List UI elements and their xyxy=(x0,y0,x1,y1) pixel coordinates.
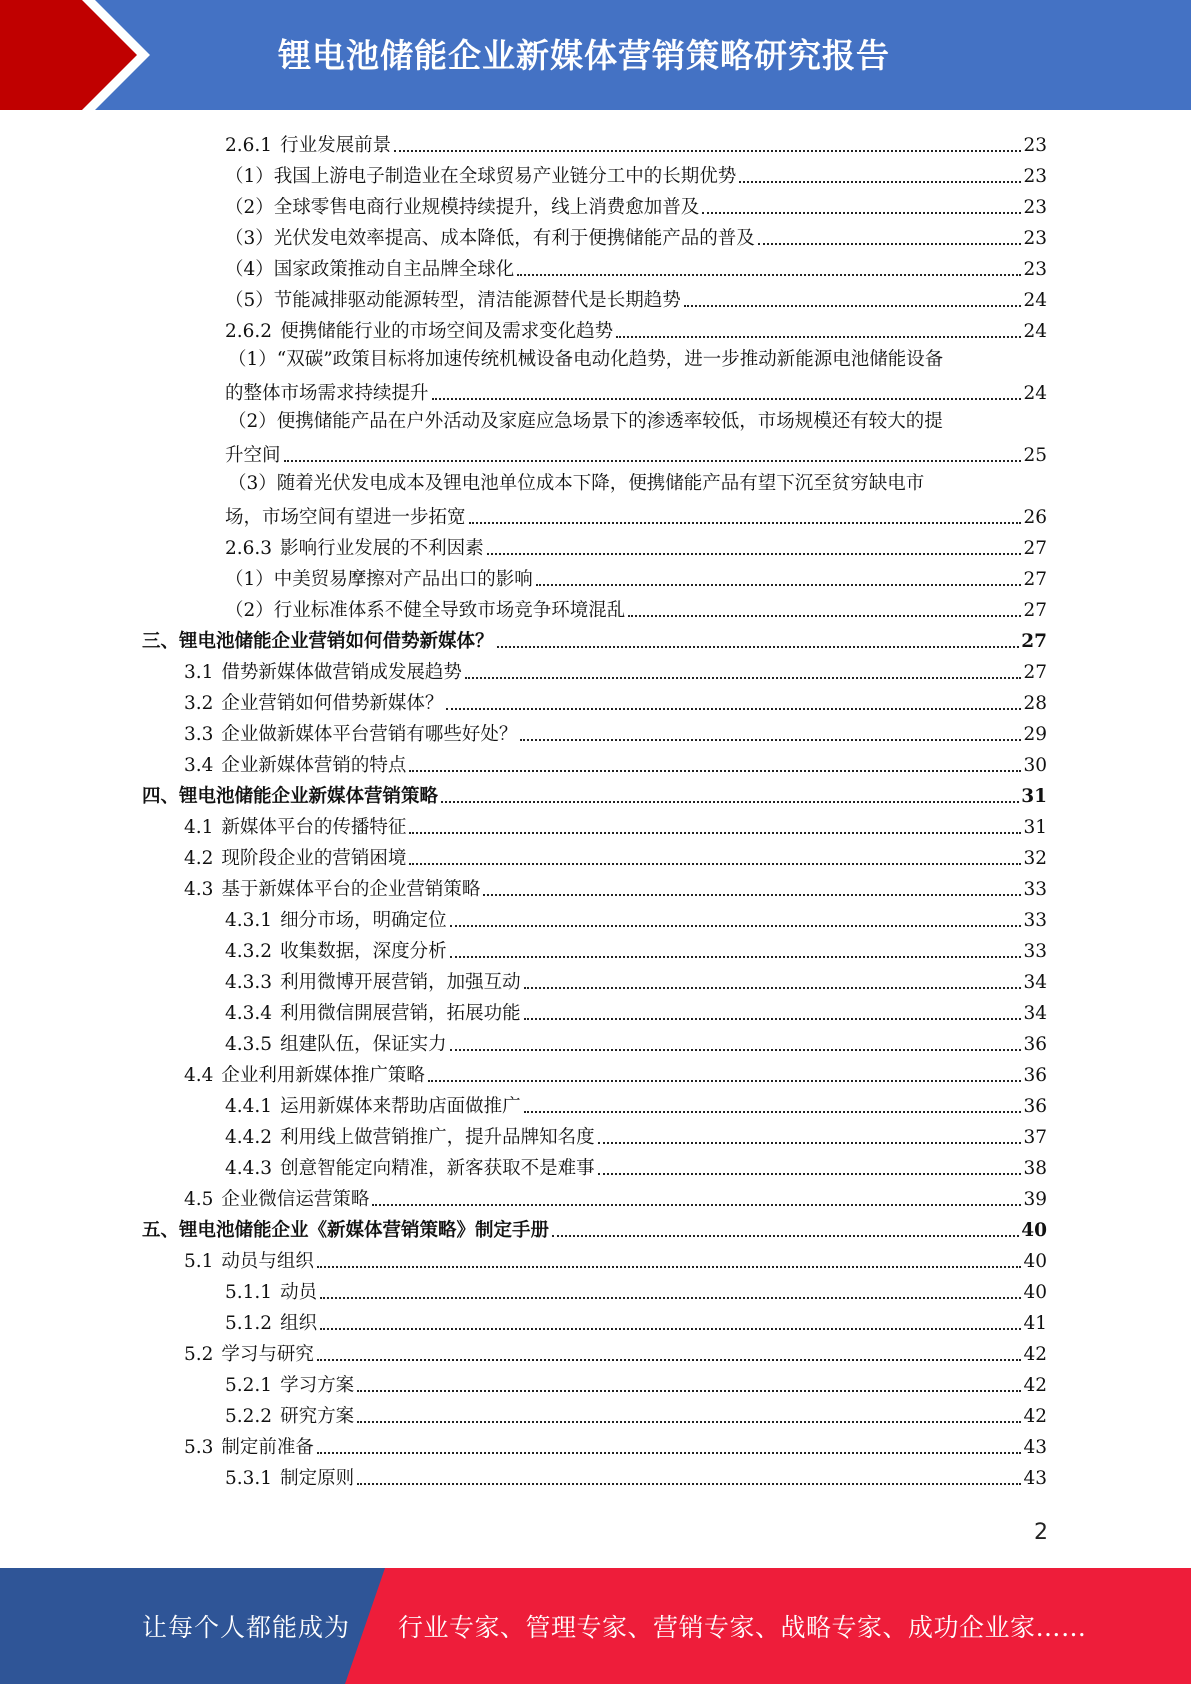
dot-leader xyxy=(524,987,1022,989)
toc-chapter-entry[interactable]: 三、锂电池储能企业营销如何借势新媒体？ 27 xyxy=(142,631,1047,652)
toc-page-number: 36 xyxy=(1023,1034,1047,1055)
toc-page-number: 40 xyxy=(1021,1220,1047,1241)
dot-leader xyxy=(536,584,1022,586)
toc-page-number: 29 xyxy=(1023,724,1047,745)
dot-leader xyxy=(394,150,1021,152)
header-arrow-decoration xyxy=(0,0,170,110)
dot-leader xyxy=(469,522,1022,524)
toc-entry[interactable]: 4.2 现阶段企业的营销困境 32 xyxy=(184,848,1047,869)
toc-page-number: 27 xyxy=(1023,538,1047,559)
toc-page-number: 38 xyxy=(1023,1158,1047,1179)
toc-entry[interactable]: 5.1 动员与组织 40 xyxy=(184,1251,1047,1272)
toc-entry-first-line[interactable]: （3）随着光伏发电成本及锂电池单位成本下降，便携储能产品有望下沉至贫穷缺电市 xyxy=(228,473,925,494)
toc-entry[interactable]: 4.4.1 运用新媒体来帮助店面做推广 36 xyxy=(225,1096,1047,1117)
dot-leader xyxy=(758,243,1022,245)
toc-entry[interactable]: 4.3.5 组建队伍，保证实力 36 xyxy=(225,1034,1047,1055)
toc-page-number: 39 xyxy=(1023,1189,1047,1210)
toc-page-number: 27 xyxy=(1023,600,1047,621)
toc-page-number: 24 xyxy=(1023,321,1047,342)
toc-entry[interactable]: 5.3.1 制定原则 43 xyxy=(225,1468,1047,1489)
toc-entry[interactable]: （1）中美贸易摩擦对产品出口的影响 27 xyxy=(225,569,1047,590)
toc-page-number: 33 xyxy=(1023,941,1047,962)
dot-leader xyxy=(598,1142,1022,1144)
dot-leader xyxy=(524,1111,1022,1113)
dot-leader xyxy=(284,460,1022,462)
dot-leader xyxy=(432,398,1022,400)
dot-leader xyxy=(465,677,1022,679)
toc-page-number: 30 xyxy=(1023,755,1047,776)
dot-leader xyxy=(450,925,1022,927)
toc-entry[interactable]: 3.4 企业新媒体营销的特点 30 xyxy=(184,755,1047,776)
toc-entry[interactable]: 5.2.1 学习方案 42 xyxy=(225,1375,1047,1396)
toc-entry[interactable]: 3.1 借势新媒体做营销成发展趋势 27 xyxy=(184,662,1047,683)
toc-entry[interactable]: 的整体市场需求持续提升 24 xyxy=(225,383,1047,404)
toc-entry[interactable]: 4.3.3 利用微博开展营销，加强互动 34 xyxy=(225,972,1047,993)
toc-page-number: 36 xyxy=(1023,1096,1047,1117)
dot-leader xyxy=(616,336,1021,338)
toc-entry[interactable]: 5.3 制定前准备 43 xyxy=(184,1437,1047,1458)
toc-entry[interactable]: 4.5 企业微信运营策略 39 xyxy=(184,1189,1047,1210)
dot-leader xyxy=(446,708,1021,710)
toc-page-number: 32 xyxy=(1023,848,1047,869)
dot-leader xyxy=(317,1452,1022,1454)
toc-page-number: 23 xyxy=(1023,228,1047,249)
toc-entry[interactable]: 4.4 企业利用新媒体推广策略 36 xyxy=(184,1065,1047,1086)
toc-page-number: 27 xyxy=(1023,569,1047,590)
toc-page-number: 42 xyxy=(1023,1344,1047,1365)
toc-entry[interactable]: 4.3 基于新媒体平台的企业营销策略 33 xyxy=(184,879,1047,900)
dot-leader xyxy=(372,1204,1021,1206)
toc-entry[interactable]: 5.1.1 动员 40 xyxy=(225,1282,1047,1303)
dot-leader xyxy=(320,1328,1021,1330)
toc-chapter-entry[interactable]: 四、锂电池储能企业新媒体营销策略 31 xyxy=(142,786,1047,807)
toc-entry[interactable]: 4.1 新媒体平台的传播特征 31 xyxy=(184,817,1047,838)
dot-leader xyxy=(409,863,1021,865)
page-number: 2 xyxy=(1034,1520,1048,1545)
dot-leader xyxy=(357,1421,1021,1423)
toc-chapter-entry[interactable]: 五、锂电池储能企业《新媒体营销策略》制定手册 40 xyxy=(142,1220,1047,1241)
toc-entry-first-line[interactable]: （2）便携储能产品在户外活动及家庭应急场景下的渗透率较低，市场规模还有较大的提 xyxy=(228,411,943,432)
dot-leader xyxy=(739,181,1021,183)
toc-page-number: 23 xyxy=(1023,197,1047,218)
toc-page-number: 33 xyxy=(1023,879,1047,900)
toc-entry[interactable]: 2.6.1 行业发展前景 23 xyxy=(225,135,1047,156)
dot-leader xyxy=(598,1173,1022,1175)
toc-page-number: 31 xyxy=(1023,817,1047,838)
dot-leader xyxy=(409,832,1021,834)
dot-leader xyxy=(409,770,1021,772)
toc-page-number: 23 xyxy=(1023,135,1047,156)
toc-page-number: 37 xyxy=(1023,1127,1047,1148)
dot-leader xyxy=(517,274,1021,276)
toc-page-number: 43 xyxy=(1023,1437,1047,1458)
page-footer xyxy=(0,1568,1191,1684)
toc-entry[interactable]: （3）光伏发电效率提高、成本降低，有利于便携储能产品的普及 23 xyxy=(225,228,1047,249)
toc-entry[interactable]: （2）行业标准体系不健全导致市场竞争环境混乱 27 xyxy=(225,600,1047,621)
toc-page-number: 26 xyxy=(1023,507,1047,528)
toc-entry[interactable]: 4.3.1 细分市场，明确定位 33 xyxy=(225,910,1047,931)
toc-page-number: 41 xyxy=(1023,1313,1047,1334)
toc-page-number: 42 xyxy=(1023,1375,1047,1396)
toc-page-number: 31 xyxy=(1021,786,1047,807)
toc-page-number: 40 xyxy=(1023,1282,1047,1303)
toc-entry[interactable]: 4.3.2 收集数据，深度分析 33 xyxy=(225,941,1047,962)
dot-leader xyxy=(428,1080,1022,1082)
toc-entry[interactable]: 2.6.3 影响行业发展的不利因素 27 xyxy=(225,538,1047,559)
dot-leader xyxy=(524,1018,1022,1020)
toc-entry[interactable]: 3.2 企业营销如何借势新媒体？ 28 xyxy=(184,693,1047,714)
page-header xyxy=(0,0,1191,110)
toc-page-number: 27 xyxy=(1023,662,1047,683)
dot-leader xyxy=(552,1235,1019,1237)
dot-leader xyxy=(441,801,1019,803)
toc-entry[interactable]: 4.4.2 利用线上做营销推广，提升品牌知名度 37 xyxy=(225,1127,1047,1148)
toc-entry[interactable]: 5.2.2 研究方案 42 xyxy=(225,1406,1047,1427)
dot-leader xyxy=(684,305,1022,307)
dot-leader xyxy=(450,1049,1022,1051)
toc-page-number: 43 xyxy=(1023,1468,1047,1489)
toc-entry[interactable]: 2.6.2 便携储能行业的市场空间及需求变化趋势 24 xyxy=(225,321,1047,342)
toc-page-number: 28 xyxy=(1023,693,1047,714)
toc-entry[interactable]: 4.4.3 创意智能定向精准，新客获取不是难事 38 xyxy=(225,1158,1047,1179)
dot-leader xyxy=(357,1390,1021,1392)
toc-page-number: 25 xyxy=(1023,445,1047,466)
dot-leader xyxy=(628,615,1021,617)
toc-page-number: 24 xyxy=(1023,383,1047,404)
toc-page-number: 40 xyxy=(1023,1251,1047,1272)
toc-page-number: 27 xyxy=(1021,631,1047,652)
toc-page-number: 42 xyxy=(1023,1406,1047,1427)
toc-entry-first-line[interactable]: （1）“双碳”政策目标将加速传统机械设备电动化趋势，进一步推动新能源电池储能设备 xyxy=(228,349,944,370)
toc-entry[interactable]: （2）全球零售电商行业规模持续提升，线上消费愈加普及 23 xyxy=(225,197,1047,218)
dot-leader xyxy=(320,1297,1021,1299)
toc-entry[interactable]: 5.1.2 组织 41 xyxy=(225,1313,1047,1334)
toc-page-number: 23 xyxy=(1023,166,1047,187)
toc-entry[interactable]: 4.3.4 利用微信開展营销，拓展功能 34 xyxy=(225,1003,1047,1024)
toc-entry[interactable]: （4）国家政策推动自主品牌全球化 23 xyxy=(225,259,1047,280)
dot-leader xyxy=(483,894,1021,896)
toc-page-number: 24 xyxy=(1023,290,1047,311)
toc-entry[interactable]: 升空间 25 xyxy=(225,445,1047,466)
report-title: 锂电池储能企业新媒体营销策略研究报告 xyxy=(278,36,890,75)
dot-leader xyxy=(317,1359,1022,1361)
dot-leader xyxy=(487,553,1022,555)
toc-page-number: 34 xyxy=(1023,1003,1047,1024)
toc-entry[interactable]: 场，市场空间有望进一步拓宽 26 xyxy=(225,507,1047,528)
dot-leader xyxy=(450,956,1022,958)
dot-leader xyxy=(520,739,1021,741)
toc-entry[interactable]: 3.3 企业做新媒体平台营销有哪些好处？ 29 xyxy=(184,724,1047,745)
toc-page-number: 34 xyxy=(1023,972,1047,993)
toc-page-number: 36 xyxy=(1023,1065,1047,1086)
footer-slogan-right: 行业专家、管理专家、营销专家、战略专家、成功企业家…… xyxy=(398,1613,1087,1642)
toc-entry[interactable]: 5.2 学习与研究 42 xyxy=(184,1344,1047,1365)
dot-leader xyxy=(702,212,1021,214)
dot-leader xyxy=(357,1483,1021,1485)
toc-entry[interactable]: （5）节能减排驱动能源转型，清洁能源替代是长期趋势 24 xyxy=(225,290,1047,311)
toc-page-number: 23 xyxy=(1023,259,1047,280)
dot-leader xyxy=(317,1266,1022,1268)
toc-entry[interactable]: （1）我国上游电子制造业在全球贸易产业链分工中的长期优势 23 xyxy=(225,166,1047,187)
dot-leader xyxy=(497,646,1020,648)
toc-page-number: 33 xyxy=(1023,910,1047,931)
footer-slogan-left: 让每个人都能成为 xyxy=(142,1613,351,1642)
